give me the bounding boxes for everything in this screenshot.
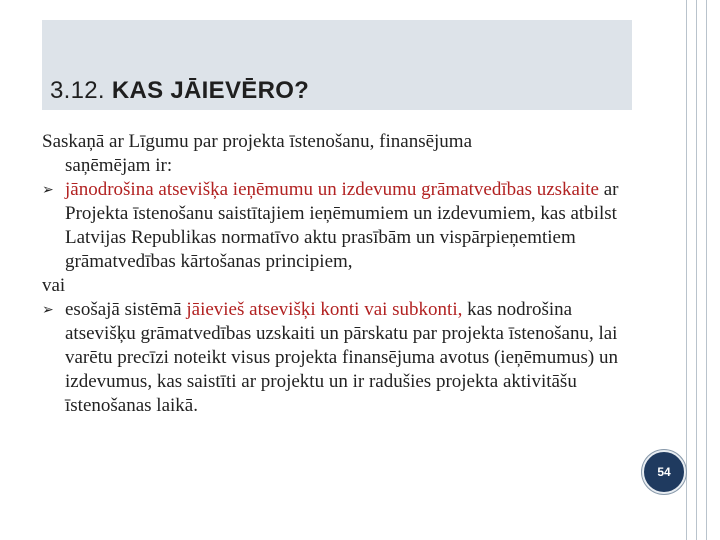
slide-title <box>50 77 309 105</box>
bullet-2-highlight: jāievieš atsevišķi konti vai subkonti, <box>186 299 463 320</box>
slide-body <box>42 130 632 418</box>
decor-line-2 <box>696 0 697 540</box>
decor-line-3 <box>706 0 707 540</box>
bullet-2-start: esošajā sistēmā <box>65 299 187 320</box>
bullet-1-highlight: jānodrošina atsevišķa ieņēmumu un izdevumu grāmatvedības uzskaite <box>65 179 599 200</box>
bullet-item-2 <box>42 298 632 418</box>
title-text: KAS JĀIEVĒRO? <box>111 77 310 104</box>
bullet-item-1 <box>42 178 632 274</box>
title-number: 3.12. <box>50 77 105 104</box>
decor-line-1 <box>686 0 687 540</box>
arrow-bullet-icon: ➢ <box>42 302 54 318</box>
page-number: 54 <box>657 465 671 479</box>
connector-text: vai <box>42 275 66 296</box>
intro-line-2: saņēmējam ir: <box>65 155 173 176</box>
bullet-1-text: ar Projekta īstenošanu saistītajiem ieņēmumiem un izdevumiem, kas atbilst Latvijas Republikas normatīvo aktu prasībām un vispārpieņemtiem grāmatvedības kārtošanas principiem, <box>65 179 619 272</box>
intro-line-1: Saskaņā ar Līgumu par projekta īstenošanu, finansējuma <box>42 131 473 152</box>
arrow-bullet-icon: ➢ <box>42 182 54 198</box>
bullet-2-text: kas nodrošina atsevišķu grāmatvedības uzskaiti un pārskatu par projekta īstenošanu, lai varētu precīzi noteikt visus projekta finansējuma avotus (ieņēmumus) un izdevumus, kas saistīti ar projektu un ir radušies projekta aktivitāšu īstenošanas laikā. <box>65 299 618 416</box>
page-number-badge <box>642 450 686 494</box>
